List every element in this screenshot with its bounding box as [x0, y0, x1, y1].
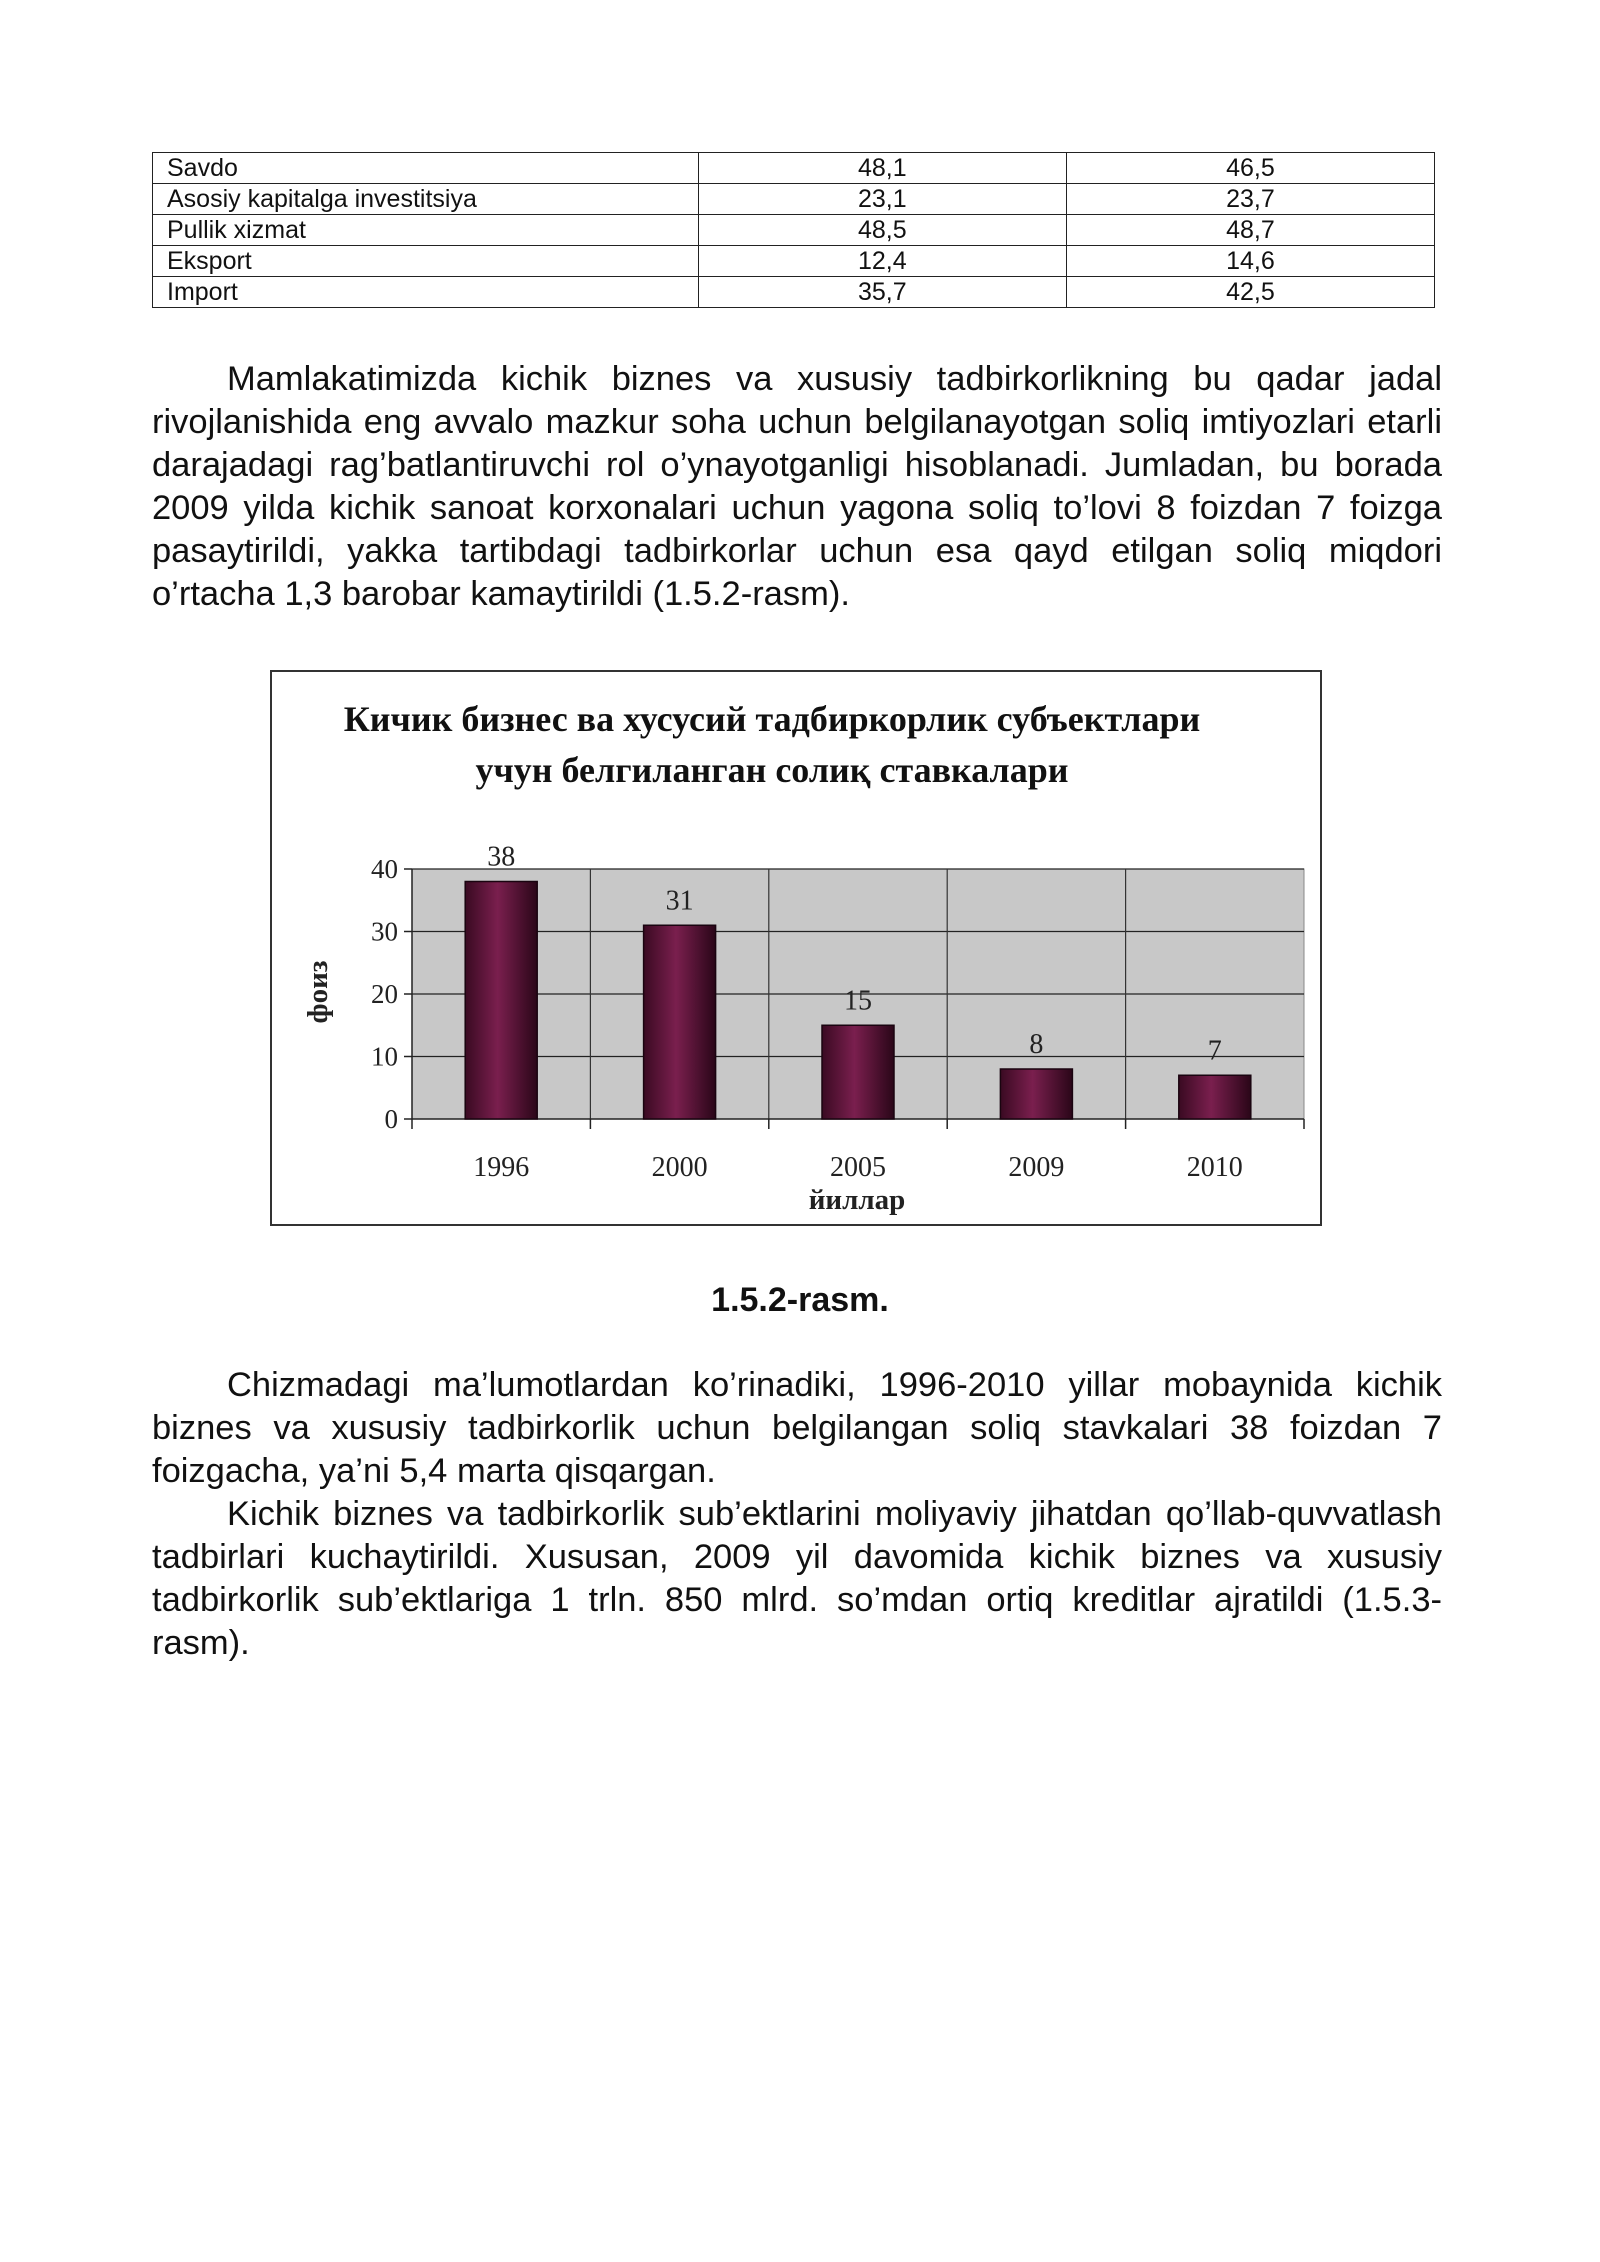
paragraph-2 — [152, 1364, 1442, 1493]
table-cell-value: 48,1 — [698, 153, 1066, 184]
data-label: 8 — [1029, 1029, 1044, 1060]
data-label: 7 — [1207, 1035, 1222, 1067]
bar-1996 — [465, 882, 537, 1120]
data-table — [152, 152, 1435, 308]
data-label: 31 — [665, 885, 694, 917]
paragraph-3 — [152, 1493, 1442, 1665]
table-cell-value: 46,5 — [1066, 153, 1434, 184]
paragraph-1 — [152, 358, 1442, 616]
table-row — [153, 153, 1435, 184]
table-row — [153, 246, 1435, 277]
paragraph-3-text: Kichik biznes va tadbirkorlik sub’ektlarini moliyaviy jihatdan qo’llab-quvvatlash tadbirlari kuchaytirildi. Xususan, 2009 yil davomida kichik biznes va xususiy tadbirkorlik sub’ektlariga 1 trln. 850 mlrd. so’mdan ortiq kreditlar ajratildi (1.5.3-rasm). — [152, 1495, 1442, 1662]
bar-2009 — [1000, 1069, 1072, 1119]
table-row — [153, 277, 1435, 308]
x-tick-label: 2005 — [830, 1152, 886, 1183]
x-tick-label: 1996 — [473, 1152, 530, 1183]
chart-container — [270, 670, 1322, 1226]
y-tick-label: 10 — [371, 1041, 398, 1072]
table-row — [153, 184, 1435, 215]
y-tick-label: 0 — [384, 1104, 398, 1134]
table-cell-value: 12,4 — [698, 246, 1066, 277]
y-tick-label: 20 — [371, 979, 398, 1009]
table-cell-value: 48,5 — [698, 215, 1066, 246]
x-axis-title: йиллар — [808, 1184, 906, 1216]
table-cell-value: 23,1 — [698, 184, 1066, 215]
table-cell-label: Pullik xizmat — [153, 215, 699, 246]
paragraph-2-text: Chizmadagi ma’lumotlardan ko’rinadiki, 1996-2010 yillar mobaynida kichik biznes va xususiy tadbirkorlik uchun belgilangan soliq stavkalari 38 foizdan 7 foizgacha, ya’ni 5,4 marta qisqargan. — [152, 1366, 1442, 1490]
table-cell-label: Savdo — [153, 153, 699, 184]
table-cell-label: Asosiy kapitalga investitsiya — [153, 184, 699, 215]
y-axis-title: фоиз — [302, 960, 334, 1024]
paragraph-1-text: Mamlakatimizda kichik biznes va xususiy tadbirkorlikning bu qadar jadal rivojlanishida eng avvalo mazkur soha uchun belgilanayotgan soliq imtiyozlari etarli darajadagi rag’batlantiruvchi rol o’ynayotganligi hisoblanadi. Jumladan, bu borada 2009 yilda kichik sanoat korxonalari uchun yagona soliq to’lovi 8 foizdan 7 foizga pasaytirildi, yakka tartibdagi tadbirkorlar uchun esa qayd etilgan soliq miqdori o’rtacha 1,3 barobar kamaytirildi (1.5.2-rasm). — [152, 360, 1442, 613]
table-cell-label: Import — [153, 277, 699, 308]
bar-chart — [272, 672, 1324, 1228]
y-tick-label: 30 — [371, 916, 398, 947]
table-cell-value: 23,7 — [1066, 184, 1434, 215]
bar-2010 — [1179, 1075, 1251, 1119]
chart-title: Кичик бизнес ва хусусий тадбиркорлик субъектлари учун белгиланган солиқ ставкалари — [343, 699, 1201, 790]
figure-caption: 1.5.2-rasm. — [711, 1281, 889, 1319]
table-cell-value: 14,6 — [1066, 246, 1434, 277]
table-cell-value: 35,7 — [698, 277, 1066, 308]
x-tick-label: 2009 — [1008, 1152, 1065, 1183]
table-row — [153, 215, 1435, 246]
bar-2000 — [644, 925, 716, 1119]
y-tick-label: 40 — [371, 854, 398, 884]
table-cell-value: 48,7 — [1066, 215, 1434, 246]
x-tick-label: 2000 — [651, 1152, 708, 1183]
data-label: 38 — [487, 841, 516, 873]
data-label: 15 — [844, 985, 872, 1017]
table-cell-value: 42,5 — [1066, 277, 1434, 308]
table-cell-label: Eksport — [153, 246, 699, 277]
x-tick-label: 2010 — [1186, 1152, 1243, 1183]
bar-2005 — [822, 1025, 894, 1119]
